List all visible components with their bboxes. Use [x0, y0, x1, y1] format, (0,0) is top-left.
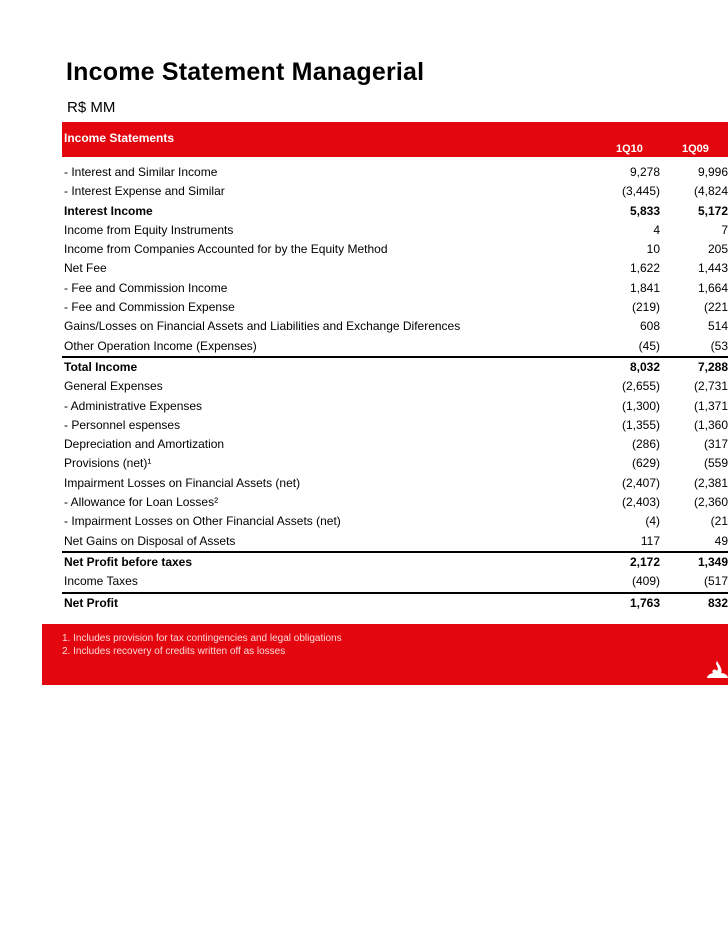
row-label: Gains/Losses on Financial Assets and Liabilities and Exchange Diferences	[64, 319, 461, 334]
table-row	[62, 337, 728, 357]
row-label: - Personnel espenses	[64, 417, 181, 432]
row-label: Total Income	[64, 359, 138, 374]
table-row	[62, 221, 728, 240]
value-1q10: (2,403)	[621, 495, 660, 510]
value-1q10: (1,355)	[621, 417, 660, 432]
value-1q09: (2,731	[693, 379, 728, 394]
value-1q10: (4)	[645, 514, 660, 529]
row-label: Other Operation Income (Expenses)	[64, 338, 257, 353]
table-row	[62, 572, 728, 592]
value-1q09: (221	[703, 300, 728, 315]
value-1q09: (559	[703, 456, 728, 471]
table-row	[62, 298, 728, 317]
value-1q09: (517	[703, 574, 728, 589]
row-label: Net Profit	[64, 595, 118, 610]
value-1q10: (1,300)	[621, 398, 660, 413]
value-1q10: 5,833	[629, 203, 660, 218]
value-1q10: 1,763	[629, 595, 660, 610]
value-1q10: (219)	[631, 300, 660, 315]
value-1q10: (286)	[631, 437, 660, 452]
value-1q09: (2,381	[693, 475, 728, 490]
table-row	[62, 512, 728, 531]
table-row	[62, 163, 728, 182]
value-1q09: (53	[710, 338, 728, 353]
value-1q10: 117	[640, 533, 660, 548]
income-table	[62, 163, 728, 613]
table-row	[62, 202, 728, 221]
footnote-2: 2. Includes recovery of credits written off as losses	[62, 646, 286, 657]
value-1q10: (2,655)	[621, 379, 660, 394]
table-header-label: Income Statements	[64, 131, 175, 145]
value-1q09: 9,996	[697, 165, 728, 179]
row-label: Interest Income	[64, 203, 153, 218]
page-title: Income Statement Managerial	[66, 58, 425, 86]
value-1q09: 7,288	[697, 359, 728, 374]
table-row	[62, 240, 728, 259]
table-row	[62, 259, 728, 278]
row-label: Depreciation and Amortization	[64, 437, 225, 452]
value-1q10: (3,445)	[621, 184, 660, 199]
value-1q09: 49	[714, 533, 728, 548]
table-row	[62, 357, 728, 377]
value-1q09: 205	[707, 242, 728, 257]
value-1q10: (45)	[638, 338, 660, 353]
value-1q09: (317	[703, 437, 728, 452]
row-label: - Fee and Commission Income	[64, 280, 228, 295]
table-row	[62, 377, 728, 396]
value-1q09: (1,360	[693, 417, 728, 432]
table-row	[62, 474, 728, 493]
page-subtitle: R$ MM	[67, 99, 116, 116]
value-1q09: (4,824	[693, 184, 728, 199]
value-1q10: 1,622	[629, 261, 660, 276]
value-1q10: (409)	[631, 574, 660, 589]
table-row	[62, 317, 728, 336]
santander-flame-icon	[707, 660, 728, 680]
footnote-band	[42, 624, 728, 685]
value-1q10: 608	[639, 319, 660, 334]
value-1q10: 2,172	[629, 554, 660, 569]
value-1q09: (1,371	[693, 398, 728, 413]
row-label: Net Profit before taxes	[64, 554, 193, 569]
value-1q10: 8,032	[629, 359, 660, 374]
row-label: - Fee and Commission Expense	[64, 300, 235, 315]
row-label: Income Taxes	[64, 574, 138, 589]
table-row	[62, 552, 728, 572]
column-header-1q10: 1Q10	[616, 143, 643, 155]
value-1q09: 1,664	[697, 280, 728, 295]
value-1q10: (629)	[631, 456, 660, 471]
row-label: Income from Companies Accounted for by the Equity Method	[64, 242, 388, 257]
row-label: - Impairment Losses on Other Financial Assets (net)	[64, 514, 341, 529]
table-row	[62, 397, 728, 416]
table-row	[62, 532, 728, 552]
value-1q10: 4	[653, 222, 660, 237]
row-label: Provisions (net)¹	[64, 456, 152, 471]
row-label: - Interest Expense and Similar	[64, 184, 225, 199]
table-row	[62, 435, 728, 454]
value-1q09: 832	[707, 595, 728, 610]
row-label: - Interest and Similar Income	[64, 165, 218, 179]
column-header-1q09: 1Q09	[682, 143, 709, 155]
row-label: Net Fee	[64, 261, 107, 276]
row-label: Net Gains on Disposal of Assets	[64, 533, 236, 548]
value-1q09: 1,349	[697, 554, 728, 569]
table-row	[62, 593, 728, 613]
value-1q09: (21	[710, 514, 728, 529]
row-label: - Allowance for Loan Losses²	[64, 495, 219, 510]
table-header	[62, 122, 728, 157]
value-1q10: (2,407)	[621, 475, 660, 490]
value-1q10: 9,278	[629, 165, 660, 179]
value-1q10: 10	[646, 242, 660, 257]
table-row	[62, 279, 728, 298]
footnote-1: 1. Includes provision for tax contingencies and legal obligations	[62, 633, 342, 644]
table-row	[62, 454, 728, 473]
table-row	[62, 182, 728, 201]
value-1q09: 1,443	[697, 261, 728, 276]
row-label: Income from Equity Instruments	[64, 222, 234, 237]
row-label: General Expenses	[64, 379, 163, 394]
value-1q09: 5,172	[697, 203, 728, 218]
value-1q09: (2,360	[693, 495, 728, 510]
value-1q09: 7	[721, 222, 728, 237]
row-label: Impairment Losses on Financial Assets (net)	[64, 475, 301, 490]
value-1q10: 1,841	[629, 280, 660, 295]
table-row	[62, 416, 728, 435]
row-label: - Administrative Expenses	[64, 398, 203, 413]
value-1q09: 514	[707, 319, 728, 334]
table-row	[62, 493, 728, 512]
